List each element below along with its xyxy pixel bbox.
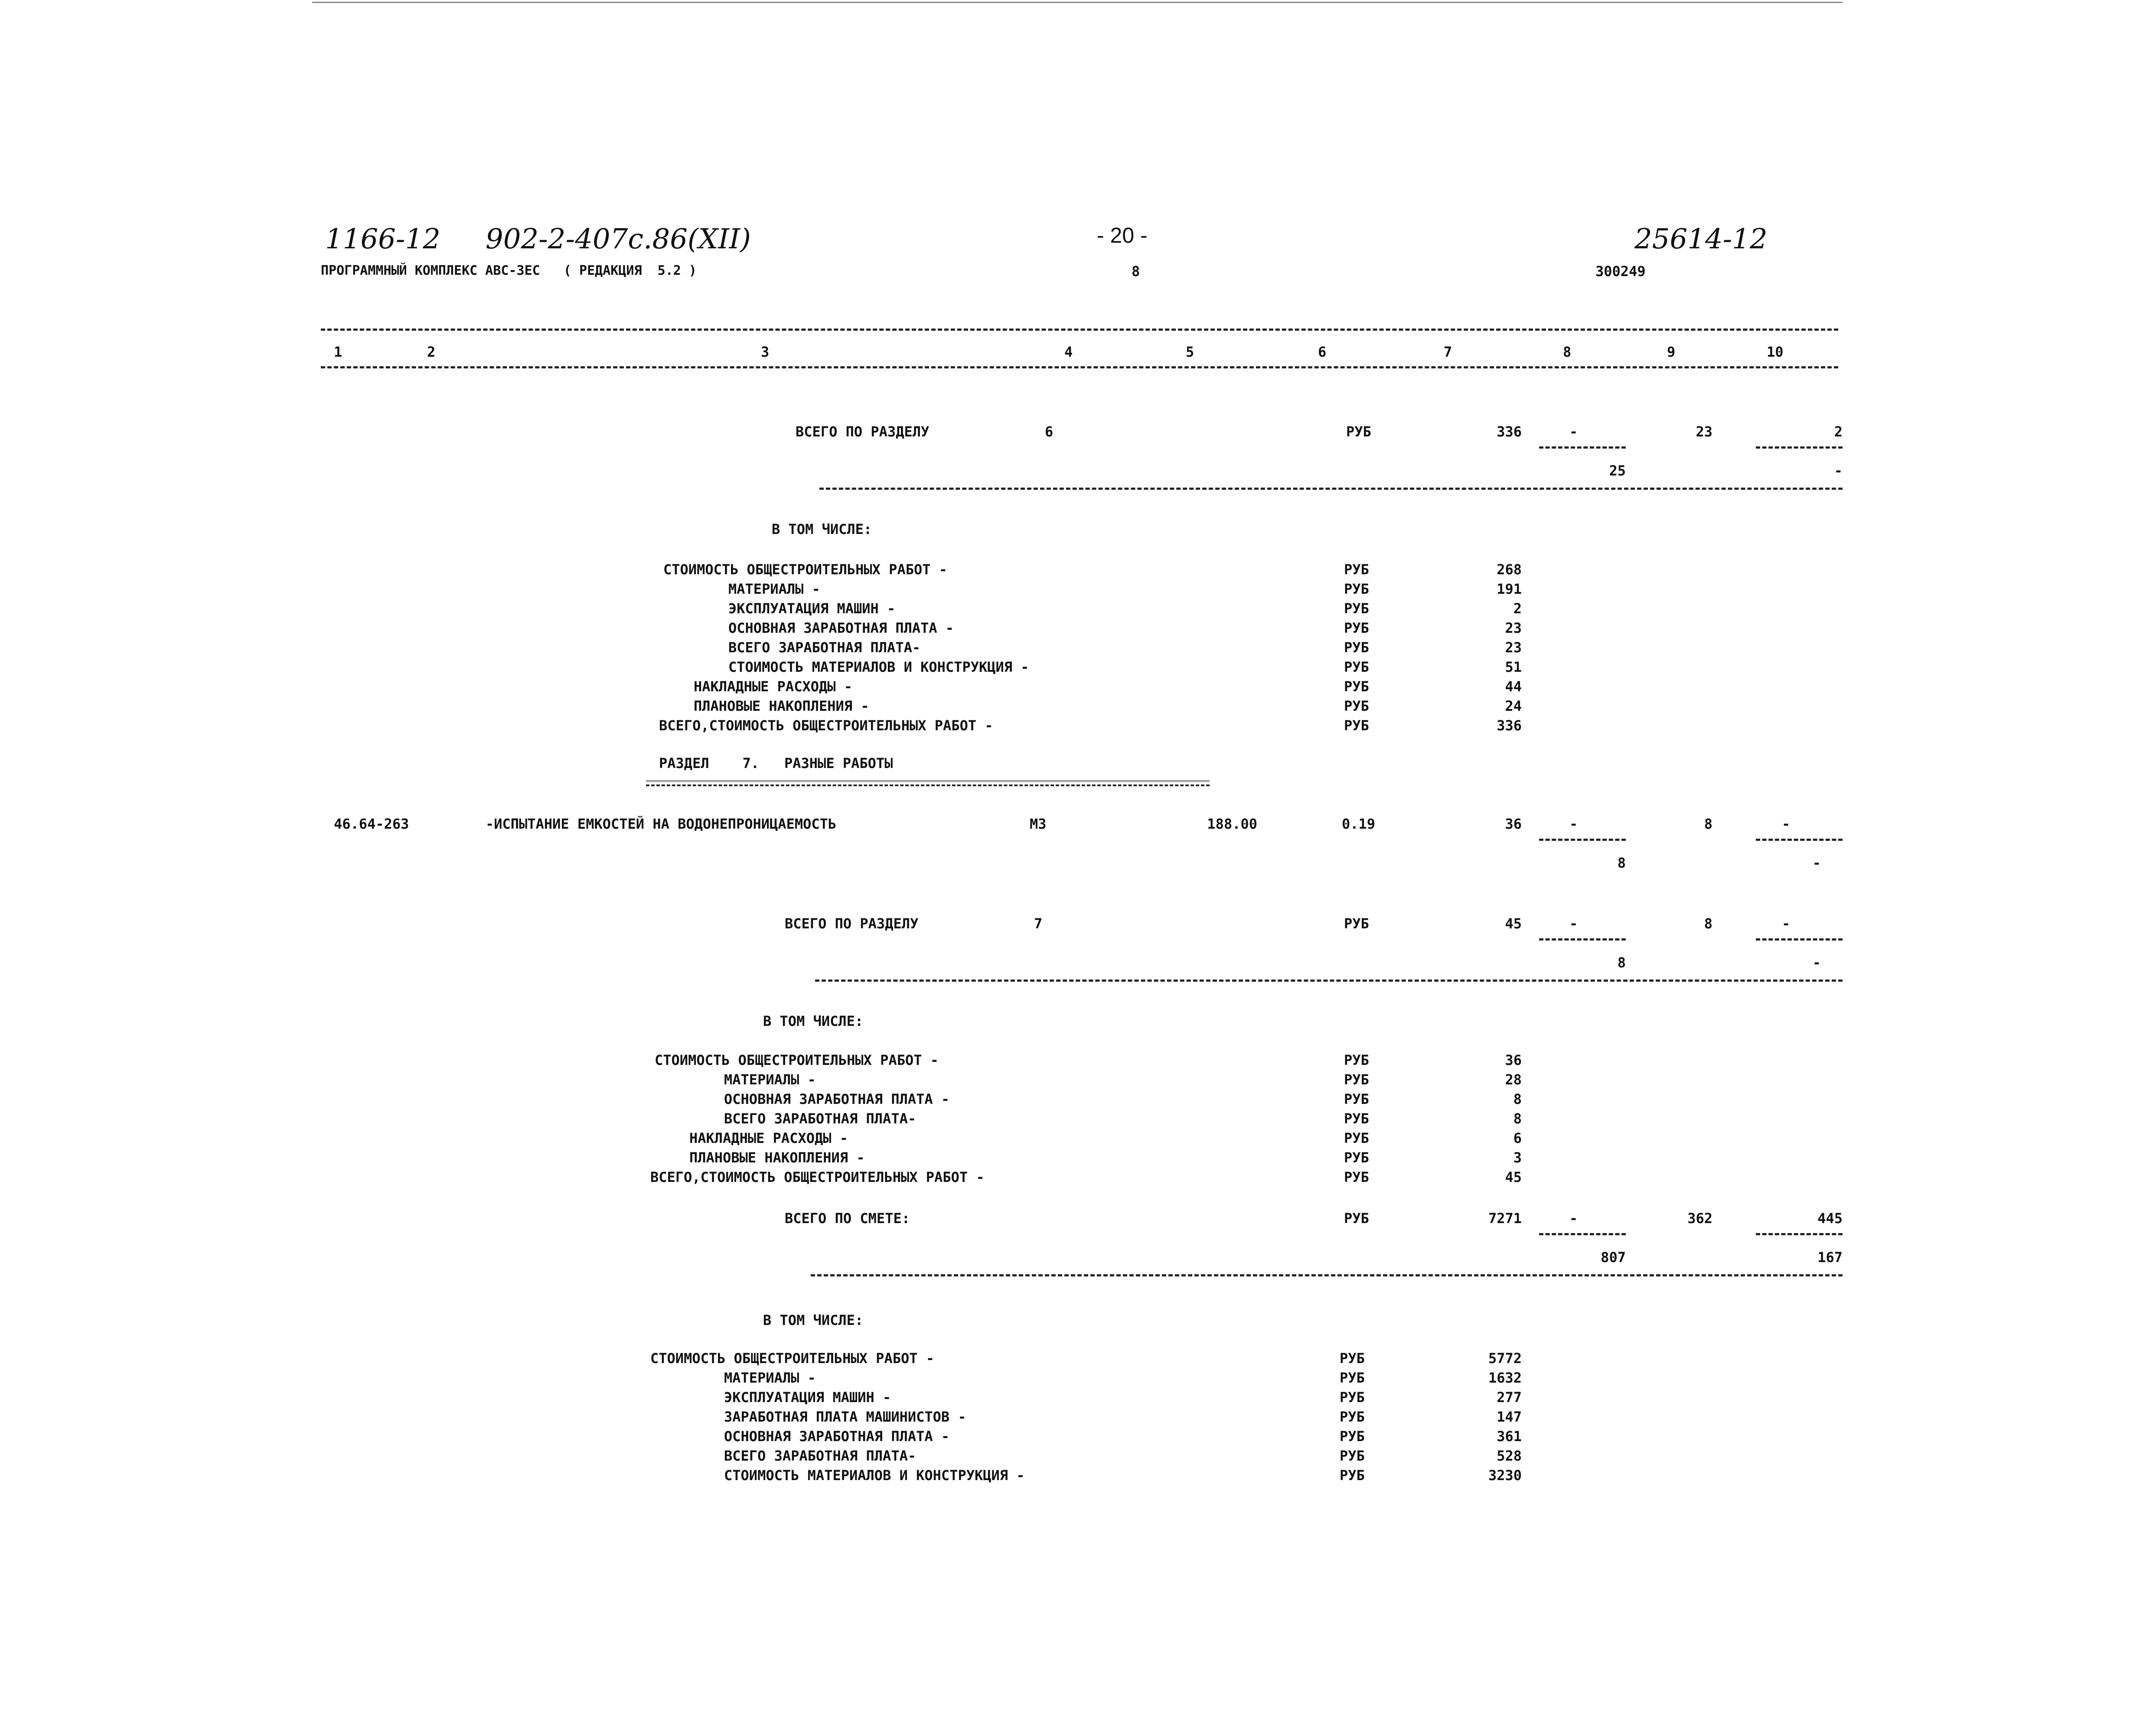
s7-row-unit: РУБ <box>1344 1169 1369 1185</box>
est-row-label: СТОИМОСТЬ МАТЕРИАЛОВ И КОНСТРУКЦИЯ - <box>724 1467 1025 1484</box>
item-c7: 36 <box>1505 816 1522 832</box>
s6-row-value: 2 <box>1513 600 1522 617</box>
section6-total-rule <box>819 488 1843 490</box>
est-row-unit: РУБ <box>1340 1350 1365 1367</box>
est-row-value: 277 <box>1497 1389 1522 1406</box>
item-c10-lower: - <box>1812 855 1821 871</box>
handwritten-project-code: 902-2-407c.86(XII) <box>486 223 751 255</box>
s6-row-label: ВСЕГО,СТОИМОСТЬ ОБЩЕСТРОИТЕЛЬНЫХ РАБОТ - <box>659 717 993 734</box>
est-row-value: 528 <box>1497 1448 1522 1464</box>
s6-row-unit: РУБ <box>1344 717 1369 734</box>
est-row-label: ОСНОВНАЯ ЗАРАБОТНАЯ ПЛАТА - <box>724 1428 950 1445</box>
item-c8: - <box>1569 816 1578 832</box>
estimate-v8-lower: 807 <box>1601 1249 1626 1266</box>
s6-row-value: 336 <box>1497 717 1522 734</box>
s6-row-unit: РУБ <box>1344 678 1369 695</box>
estimate-v8-rule <box>1539 1233 1626 1235</box>
s7-row-value: 8 <box>1513 1091 1522 1107</box>
s6-row-label: ПЛАНОВЫЕ НАКОПЛЕНИЯ - <box>694 698 869 714</box>
s6-row-label: ВСЕГО ЗАРАБОТНАЯ ПЛАТА- <box>728 639 921 656</box>
item-c6: 0.19 <box>1342 816 1376 832</box>
s6-row-value: 23 <box>1505 639 1522 656</box>
section7-total-unit: РУБ <box>1344 915 1369 932</box>
estimate-total-label: ВСЕГО ПО СМЕТЕ: <box>785 1210 910 1227</box>
estimate-total-v7: 7271 <box>1488 1210 1522 1227</box>
s7-row-unit: РУБ <box>1344 1110 1369 1127</box>
section7-total-v9: 8 <box>1704 915 1712 932</box>
s6-row-unit: РУБ <box>1344 600 1369 617</box>
s7-row-label: НАКЛАДНЫЕ РАСХОДЫ - <box>689 1130 848 1146</box>
handwritten-ref-left: 1166-12 <box>325 223 440 255</box>
item-unit: М3 <box>1030 816 1047 832</box>
section6-total-v9: 23 <box>1696 423 1712 440</box>
s7-row-value: 6 <box>1513 1130 1522 1146</box>
s7-row-value: 28 <box>1505 1071 1522 1088</box>
col-10: 10 <box>1767 344 1784 360</box>
estimate-total-v8: - <box>1569 1210 1578 1227</box>
s7-row-value: 45 <box>1505 1169 1522 1185</box>
col-4: 4 <box>1064 344 1073 360</box>
est-row-unit: РУБ <box>1340 1428 1365 1445</box>
col-3: 3 <box>761 344 770 360</box>
section6-v10-lower: - <box>1834 462 1843 479</box>
item-c9: 8 <box>1704 816 1712 832</box>
s6-row-label: ЭКСПЛУАТАЦИЯ МАШИН - <box>728 600 896 617</box>
s6-row-label: СТОИМОСТЬ ОБЩЕСТРОИТЕЛЬНЫХ РАБОТ - <box>663 561 948 578</box>
s6-row-value: 23 <box>1505 620 1522 636</box>
s7-row-label: ВСЕГО ЗАРАБОТНАЯ ПЛАТА- <box>724 1110 917 1127</box>
estimate-total-v9: 362 <box>1687 1210 1712 1227</box>
est-row-label: МАТЕРИАЛЫ - <box>724 1370 816 1386</box>
section6-v8-lower: 25 <box>1609 462 1626 479</box>
section7-v8-rule <box>1539 938 1626 941</box>
est-row-unit: РУБ <box>1340 1409 1365 1425</box>
s7-row-label: ВСЕГО,СТОИМОСТЬ ОБЩЕСТРОИТЕЛЬНЫХ РАБОТ - <box>650 1169 985 1185</box>
col-1: 1 <box>334 344 342 360</box>
section7-total-v8: - <box>1569 915 1578 932</box>
section6-v8-rule <box>1539 446 1626 449</box>
page-number: - 20 - <box>1097 223 1148 247</box>
section7-incl-title: В ТОМ ЧИСЛЕ: <box>763 1013 864 1029</box>
s6-row-value: 24 <box>1505 698 1522 714</box>
section7-total-v7: 45 <box>1505 915 1522 932</box>
sheet-number: 8 <box>1132 263 1140 280</box>
column-header-bottom-rule <box>321 366 1838 368</box>
s6-row-unit: РУБ <box>1344 698 1369 714</box>
s7-row-value: 8 <box>1513 1110 1522 1127</box>
section6-v10-rule <box>1756 446 1843 449</box>
section7-v10-rule <box>1756 938 1843 941</box>
item-c8-rule <box>1539 839 1626 841</box>
s6-row-label: НАКЛАДНЫЕ РАСХОДЫ - <box>694 678 853 695</box>
col-6: 6 <box>1318 344 1327 360</box>
s6-row-label: СТОИМОСТЬ МАТЕРИАЛОВ И КОНСТРУКЦИЯ - <box>728 659 1029 675</box>
est-row-label: СТОИМОСТЬ ОБЩЕСТРОИТЕЛЬНЫХ РАБОТ - <box>650 1350 935 1367</box>
est-row-unit: РУБ <box>1340 1448 1365 1464</box>
s7-row-value: 36 <box>1505 1052 1522 1068</box>
estimate-total-rule <box>811 1274 1843 1276</box>
top-border-line <box>312 2 1843 3</box>
section6-total-unit: РУБ <box>1346 423 1371 440</box>
section7-total-num: 7 <box>1034 915 1043 932</box>
item-name: -ИСПЫТАНИЕ ЕМКОСТЕЙ НА ВОДОНЕПРОНИЦАЕМОСТЬ <box>486 816 837 832</box>
s6-row-label: ОСНОВНАЯ ЗАРАБОТНАЯ ПЛАТА - <box>728 620 954 636</box>
estimate-total-unit: РУБ <box>1344 1210 1369 1227</box>
est-row-unit: РУБ <box>1340 1370 1365 1386</box>
handwritten-ref-right: 25614-12 <box>1634 223 1768 255</box>
s6-row-value: 268 <box>1497 561 1522 578</box>
estimate-v10-lower: 167 <box>1817 1249 1843 1266</box>
s7-row-unit: РУБ <box>1344 1091 1369 1107</box>
s6-row-value: 51 <box>1505 659 1522 675</box>
program-title: ПРОГРАММНЫЙ КОМПЛЕКС АВС-ЗЕС ( РЕДАКЦИЯ 5.2 ) <box>321 263 697 278</box>
col-7: 7 <box>1444 344 1452 360</box>
est-row-value: 5772 <box>1488 1350 1522 1367</box>
section7-total-rule <box>815 980 1843 982</box>
item-c10: - <box>1782 816 1791 832</box>
item-c8-lower: 8 <box>1617 855 1626 871</box>
s7-row-label: ОСНОВНАЯ ЗАРАБОТНАЯ ПЛАТА - <box>724 1091 950 1107</box>
col-9: 9 <box>1667 344 1676 360</box>
s7-row-label: СТОИМОСТЬ ОБЩЕСТРОИТЕЛЬНЫХ РАБОТ - <box>655 1052 939 1068</box>
section7-title: РАЗДЕЛ 7. РАЗНЫЕ РАБОТЫ <box>659 755 893 771</box>
section7-v8-lower: 8 <box>1617 954 1626 971</box>
col-5: 5 <box>1186 344 1194 360</box>
s7-row-unit: РУБ <box>1344 1130 1369 1146</box>
est-row-value: 361 <box>1497 1428 1522 1445</box>
section6-total-label: ВСЕГО ПО РАЗДЕЛУ <box>796 423 930 440</box>
est-row-value: 147 <box>1497 1409 1522 1425</box>
section7-title-rule <box>646 780 1210 786</box>
est-row-unit: РУБ <box>1340 1467 1365 1484</box>
est-row-value: 1632 <box>1488 1370 1522 1386</box>
s6-row-unit: РУБ <box>1344 620 1369 636</box>
section7-total-v10: - <box>1782 915 1791 932</box>
s7-row-unit: РУБ <box>1344 1052 1369 1068</box>
est-row-value: 3230 <box>1488 1467 1522 1484</box>
s6-row-value: 191 <box>1497 581 1522 597</box>
section7-total-label: ВСЕГО ПО РАЗДЕЛУ <box>785 915 919 932</box>
col-8: 8 <box>1563 344 1572 360</box>
s6-row-unit: РУБ <box>1344 581 1369 597</box>
column-header-top-rule <box>321 329 1838 331</box>
s7-row-unit: РУБ <box>1344 1071 1369 1088</box>
s6-row-unit: РУБ <box>1344 561 1369 578</box>
section6-total-v10: 2 <box>1834 423 1843 440</box>
s6-row-value: 44 <box>1505 678 1522 695</box>
section7-v10-lower: - <box>1812 954 1821 971</box>
s7-row-label: ПЛАНОВЫЕ НАКОПЛЕНИЯ - <box>689 1149 865 1166</box>
s7-row-unit: РУБ <box>1344 1149 1369 1166</box>
section6-incl-title: В ТОМ ЧИСЛЕ: <box>772 521 872 537</box>
item-c10-rule <box>1756 839 1843 841</box>
est-row-label: ЗАРАБОТНАЯ ПЛАТА МАШИНИСТОВ - <box>724 1409 966 1425</box>
estimate-v10-rule <box>1756 1233 1843 1235</box>
col-2: 2 <box>427 344 436 360</box>
s7-row-value: 3 <box>1513 1149 1522 1166</box>
item-code: 46.64-263 <box>334 816 409 832</box>
est-row-unit: РУБ <box>1340 1389 1365 1406</box>
estimate-total-v10: 445 <box>1817 1210 1843 1227</box>
est-row-label: ЭКСПЛУАТАЦИЯ МАШИН - <box>724 1389 891 1406</box>
section6-total-v7: 336 <box>1497 423 1522 440</box>
est-row-label: ВСЕГО ЗАРАБОТНАЯ ПЛАТА- <box>724 1448 917 1464</box>
s7-row-label: МАТЕРИАЛЫ - <box>724 1071 816 1088</box>
document-code: 300249 <box>1595 263 1646 280</box>
section6-total-num: 6 <box>1045 423 1054 440</box>
item-c5: 188.00 <box>1207 816 1257 832</box>
section6-total-v8: - <box>1569 423 1578 440</box>
estimate-incl-title: В ТОМ ЧИСЛЕ: <box>763 1312 864 1328</box>
s6-row-unit: РУБ <box>1344 659 1369 675</box>
s6-row-label: МАТЕРИАЛЫ - <box>728 581 820 597</box>
s6-row-unit: РУБ <box>1344 639 1369 656</box>
